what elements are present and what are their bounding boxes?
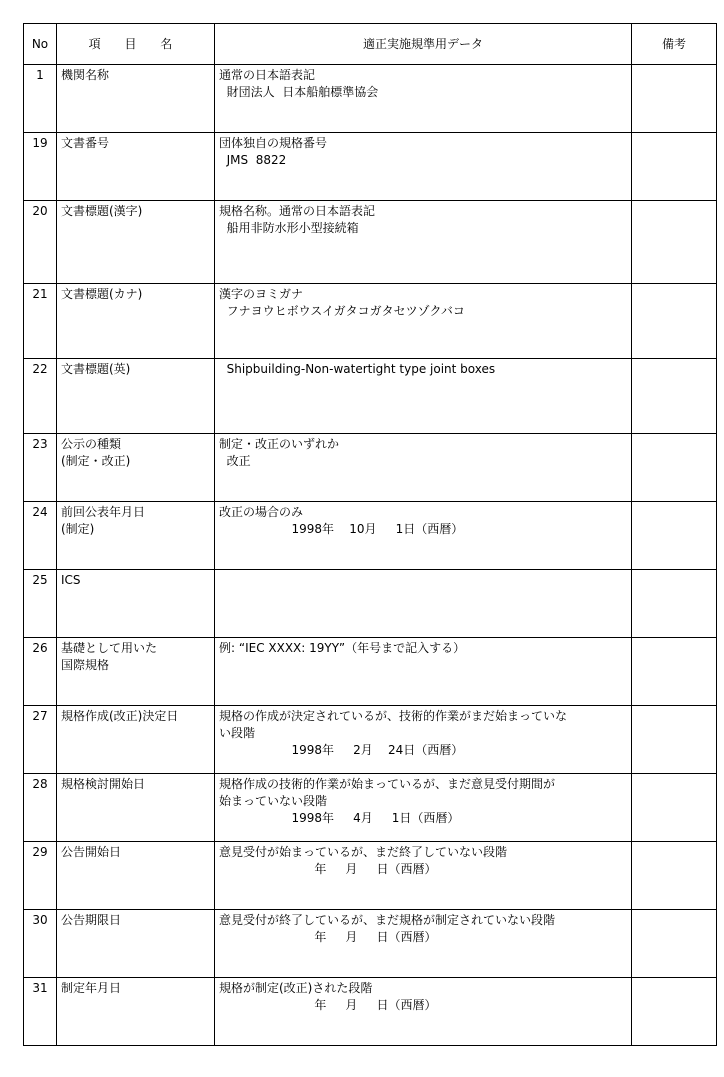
item-name-line: 文書標題(英) <box>61 362 131 376</box>
item-name-line: 規格検討開始日 <box>61 777 146 791</box>
row-number: 20 <box>24 201 57 284</box>
data-cell <box>215 201 632 284</box>
data-line: い段階 <box>219 726 256 740</box>
note-cell <box>632 570 717 638</box>
row-number: 23 <box>24 434 57 502</box>
item-name-line: 国際規格 <box>61 658 110 672</box>
data-line: 規格が制定(改正)された段階 <box>219 981 373 995</box>
note-cell <box>632 910 717 978</box>
item-name-line: 文書標題(カナ) <box>61 287 143 301</box>
data-line: 年 月 日（西暦） <box>219 862 437 876</box>
note-cell <box>632 284 717 359</box>
data-cell <box>215 133 632 201</box>
item-name-cell <box>57 65 215 133</box>
item-name-line: 公告期限日 <box>61 913 122 927</box>
row-number: 29 <box>24 842 57 910</box>
data-line: 1998年 2月 24日（西暦） <box>219 743 464 757</box>
item-name-cell <box>57 706 215 774</box>
data-line: 意見受付が始まっているが、まだ終了していない段階 <box>219 845 508 859</box>
row-number: 1 <box>24 65 57 133</box>
row-number: 30 <box>24 910 57 978</box>
data-cell <box>215 284 632 359</box>
note-cell <box>632 133 717 201</box>
item-name-cell <box>57 638 215 706</box>
item-name-line: 公示の種類 <box>61 437 122 451</box>
row-number: 24 <box>24 502 57 570</box>
data-line: 規格名称。通常の日本語表記 <box>219 204 376 218</box>
item-name-cell <box>57 359 215 434</box>
data-cell <box>215 638 632 706</box>
data-line: 団体独自の規格番号 <box>219 136 328 150</box>
data-cell <box>215 434 632 502</box>
table-row <box>24 359 717 434</box>
data-cell <box>215 774 632 842</box>
data-line: 1998年 4月 1日（西暦） <box>219 811 460 825</box>
table-row <box>24 910 717 978</box>
item-name-line: 基礎として用いた <box>61 641 158 655</box>
row-number: 25 <box>24 570 57 638</box>
header-note: 備考 <box>632 24 717 65</box>
data-line: 改正 <box>219 454 251 468</box>
data-cell <box>215 842 632 910</box>
data-cell <box>215 65 632 133</box>
data-line: 船用非防水形小型接続箱 <box>219 221 359 235</box>
data-line: 制定・改正のいずれか <box>219 437 340 451</box>
data-cell <box>215 502 632 570</box>
row-number: 26 <box>24 638 57 706</box>
item-name-line: 文書標題(漢字) <box>61 204 143 218</box>
data-line: JMS 8822 <box>219 153 287 167</box>
data-line: 意見受付が終了しているが、まだ規格が制定されていない段階 <box>219 913 556 927</box>
item-name-line: 機関名称 <box>61 68 110 82</box>
row-number: 31 <box>24 978 57 1046</box>
item-name-cell <box>57 570 215 638</box>
data-line: 漢字のヨミガナ <box>219 287 304 301</box>
data-line: Shipbuilding-Non-watertight type joint boxes <box>219 362 496 376</box>
header-no: No <box>24 24 57 65</box>
table-row <box>24 284 717 359</box>
note-cell <box>632 706 717 774</box>
note-cell <box>632 359 717 434</box>
data-cell <box>215 570 632 638</box>
item-name-cell <box>57 284 215 359</box>
item-name-cell <box>57 201 215 284</box>
item-name-cell <box>57 910 215 978</box>
item-name-cell <box>57 502 215 570</box>
table-row <box>24 774 717 842</box>
row-number: 22 <box>24 359 57 434</box>
header-data: 適正実施規準用データ <box>215 24 632 65</box>
data-line: 改正の場合のみ <box>219 505 304 519</box>
table-body <box>24 24 717 1046</box>
data-line: フナヨウヒボウスイガタコガタセツゾクバコ <box>219 304 465 318</box>
table-row <box>24 570 717 638</box>
data-line: 1998年 10月 1日（西暦） <box>219 522 464 536</box>
item-name-cell <box>57 842 215 910</box>
table-row <box>24 434 717 502</box>
data-line: 規格作成の技術的作業が始まっているが、まだ意見受付期間が <box>219 777 556 791</box>
row-number: 27 <box>24 706 57 774</box>
standards-data-table <box>23 23 717 1046</box>
data-line: 始まっていない段階 <box>219 794 328 808</box>
item-name-line: 制定年月日 <box>61 981 122 995</box>
item-name-cell <box>57 133 215 201</box>
header-item: 項 目 名 <box>57 24 215 65</box>
data-cell <box>215 706 632 774</box>
row-number: 19 <box>24 133 57 201</box>
table-row <box>24 502 717 570</box>
note-cell <box>632 842 717 910</box>
item-name-line: 規格作成(改正)決定日 <box>61 709 179 723</box>
note-cell <box>632 502 717 570</box>
data-cell <box>215 910 632 978</box>
header-row <box>24 24 717 65</box>
data-cell <box>215 359 632 434</box>
item-name-line: (制定・改正) <box>61 454 131 468</box>
table-row <box>24 706 717 774</box>
item-name-line: ICS <box>61 573 81 587</box>
data-line: 財団法人 日本船舶標準協会 <box>219 85 379 99</box>
row-number: 21 <box>24 284 57 359</box>
note-cell <box>632 774 717 842</box>
data-line: 規格の作成が決定されているが、技術的作業がまだ始まっていな <box>219 709 568 723</box>
data-line: 例: “IEC XXXX: 19YY”（年号まで記入する） <box>219 641 466 655</box>
data-line: 年 月 日（西暦） <box>219 998 437 1012</box>
item-name-line: 公告開始日 <box>61 845 122 859</box>
item-name-line: 前回公表年月日 <box>61 505 146 519</box>
item-name-line: (制定) <box>61 522 95 536</box>
note-cell <box>632 65 717 133</box>
item-name-cell <box>57 978 215 1046</box>
table-row <box>24 842 717 910</box>
row-number: 28 <box>24 774 57 842</box>
table-row <box>24 65 717 133</box>
item-name-line: 文書番号 <box>61 136 110 150</box>
table-row <box>24 638 717 706</box>
table-row <box>24 201 717 284</box>
note-cell <box>632 434 717 502</box>
item-name-cell <box>57 774 215 842</box>
table-row <box>24 133 717 201</box>
data-cell <box>215 978 632 1046</box>
note-cell <box>632 978 717 1046</box>
table-row <box>24 978 717 1046</box>
note-cell <box>632 201 717 284</box>
item-name-cell <box>57 434 215 502</box>
data-line: 通常の日本語表記 <box>219 68 316 82</box>
data-line: 年 月 日（西暦） <box>219 930 437 944</box>
note-cell <box>632 638 717 706</box>
